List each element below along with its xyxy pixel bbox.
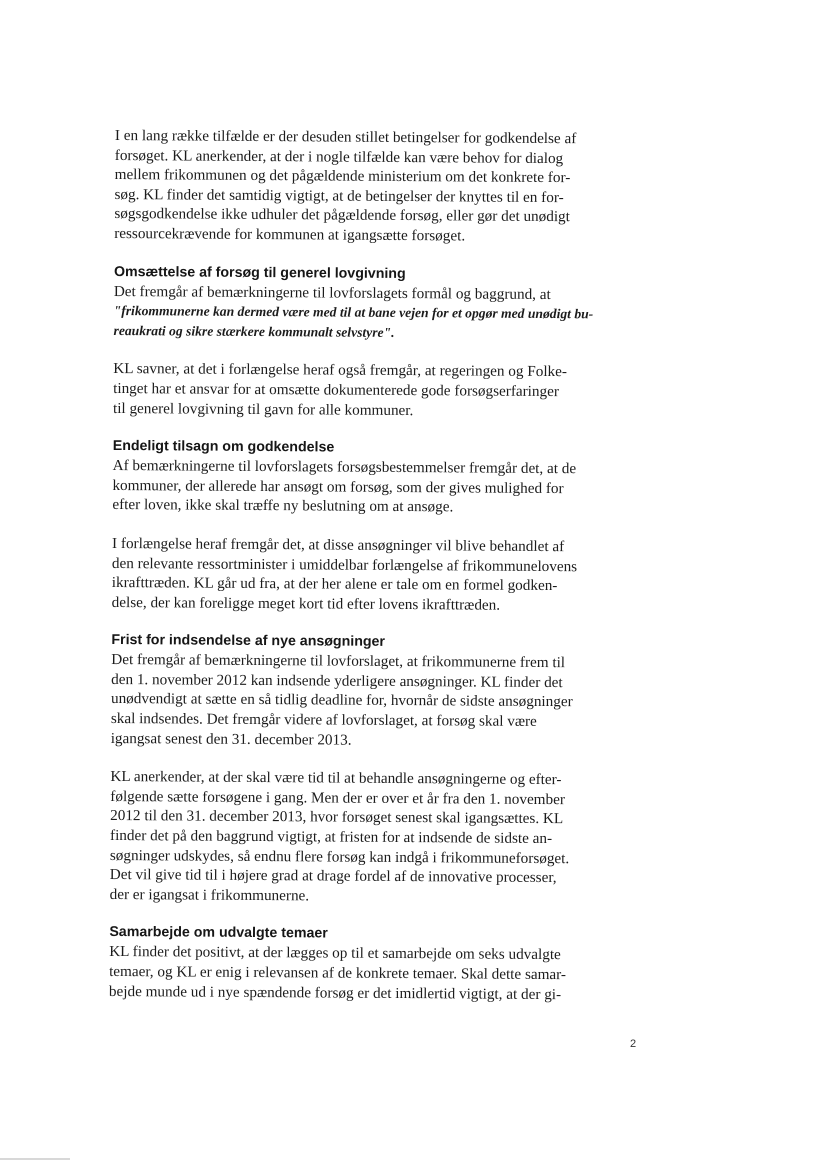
text-line: KL anerkender, at der skal være tid til at behandle ansøgningerne og efter- (110, 768, 562, 789)
text-line: Af bemærkningerne til lovforslagets forsøgsbestemmelser fremgår det, at de (112, 457, 577, 478)
text-line: unødvendigt at sætte en så tidlig deadline for, hvornår de sidste ansøgninger (110, 690, 573, 711)
text-line: I forlængelse heraf fremgår det, at disse ansøgninger vil blive behandlet af (112, 534, 565, 556)
section-heading-endeligt-tilsagn: Endeligt tilsagn om godkendelse (112, 438, 335, 456)
text-line: I en lang række tilfælde er der desuden stillet betingelser for godkendelse af (114, 126, 577, 148)
paragraph-samarbejde (109, 942, 599, 1004)
section-heading-samarbejde: Samarbejde om udvalgte temaer (109, 924, 328, 942)
text-line: bejde munde ud i nye spændende forsøg er det imidlertid vigtigt, at der gi- (108, 982, 562, 1003)
text-line: søgsgodkendelse ikke udhuler det pågældende forsøg, eller gør det unødigt (114, 205, 570, 226)
paragraph-forlaengelse (112, 534, 603, 616)
text-line: KL finder det positivt, at der lægges op til et samarbejde om seks udvalgte (109, 943, 561, 964)
quote-line: reaukrati og sikre stærkere kommunalt selvstyre". (113, 322, 395, 340)
page-body (109, 126, 605, 1005)
text-line: delse, der kan foreligge meget kort tid efter lovens ikrafttræden. (111, 593, 501, 614)
text-line: følgende sætte forsøgene i gang. Men der er over et år fra den 1. november (110, 787, 565, 809)
text-line: den 1. november 2012 kan indsende yderligere ansøgninger. KL finder det (111, 670, 563, 692)
paragraph-conditions (114, 126, 605, 247)
page-number: 2 (630, 1038, 637, 1050)
section-heading-omsaettelse: Omsættelse af forsøg til generel lovgivning (113, 263, 406, 282)
text-line: der er igangsat i frikommunerne. (109, 885, 310, 905)
text-line: igangsat senest den 31. december 2013. (110, 729, 352, 749)
paragraph-kl-savner (113, 359, 603, 421)
text-line: ikrafttræden. KL går ud fra, at der her alene er tale om en formel godken- (111, 574, 558, 595)
text-line: søgninger udskydes, så endnu flere forsøg kan indgå i frikommuneforsøget. (109, 846, 570, 867)
text-line: temaer, og KL er enig i relevansen af de konkrete temaer. Skal dette samar- (109, 962, 567, 984)
text-line: den relevante ressortminister i umiddelbar forlængelse af frikommunelovens (111, 554, 578, 575)
section-heading-frist: Frist for indsendelse af nye ansøgninger (111, 632, 386, 651)
scan-edge-mark (0, 1158, 70, 1160)
text-line: Det fremgår af bemærkningerne til lovforslagets formål og baggrund, at (113, 282, 551, 303)
paragraph-bemaerkninger (112, 456, 602, 518)
paragraph-intro-quote (114, 282, 604, 344)
text-line: KL savner, at det i forlængelse heraf også fremgår, at regeringen og Folke- (113, 360, 568, 381)
text-line: søg. KL finder det samtidig vigtigt, at de betingelser der knyttes til en for- (114, 185, 564, 206)
paragraph-frist-deadline (111, 650, 602, 751)
text-line: Det fremgår af bemærkningerne til lovforslaget, at frikommunerne frem til (111, 651, 566, 672)
quote-line: "frikommunerne kan dermed være med til at bane vejen for et opgør med unødigt bu- (113, 303, 594, 322)
text-line: forsøget. KL anerkender, at der i nogle tilfælde kan være behov for dialog (114, 146, 564, 167)
text-line: skal indsendes. Det fremgår videre af lovforslaget, at forsøg skal være (110, 710, 537, 731)
text-line: efter loven, ikke skal træffe ny beslutning om at ansøge. (112, 496, 454, 516)
text-line: 2012 til den 31. december 2013, hvor forsøget senest skal igangsættes. KL (110, 807, 564, 828)
text-line: ressourcekrævende for kommunen at igangsætte forsøget. (114, 224, 466, 245)
text-line: mellem frikommunen og det pågældende ministerium om det konkrete for- (114, 166, 571, 187)
text-line: finder det på den baggrund vigtigt, at fristen for at indsende de sidste an- (109, 827, 553, 848)
paragraph-kl-anerkender (110, 767, 601, 908)
text-line: Det vil give tid til i højere grad at drage fordel af de innovative processer, (109, 866, 557, 887)
text-line: tinget har et ansvar for at omsætte dokumenterede gode forsøgserfaringer (113, 379, 559, 401)
text-line: kommuner, der allerede har ansøgt om forsøg, som der gives mulighed for (112, 476, 564, 497)
text-line: til generel lovgivning til gavn for alle kommuner. (112, 399, 414, 419)
